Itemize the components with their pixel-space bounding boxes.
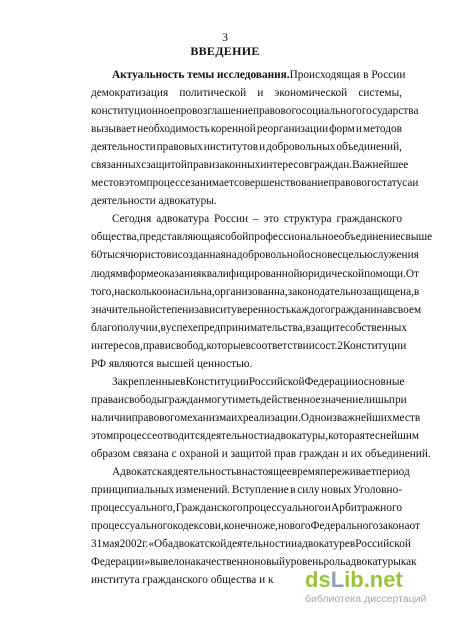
text-line: место в этом процессе занимает совершенствование правового статуса и (91, 177, 419, 190)
text-line: принципиальных изменений. Вступление в силу новых Уголовно- (91, 484, 402, 497)
text-line: того, насколько она сильна, организованна, законодательно защищена, в (91, 285, 420, 298)
text-line: 60 тысяч юристов и созданная на добровольной основе с целью служения (91, 249, 419, 262)
text-line: этом процессе отводится деятельности адвокатуры, которая теснейшим (91, 429, 420, 442)
text-line: вызывает необходимость коренной реорганизации форм и методов (91, 123, 402, 136)
text-line: общества, представляющая собой профессиональное объединение свыше (91, 231, 433, 244)
text-line: 31 мая 2002 г. «Об адвокатской деятельности и адвокатуре в Российской (91, 538, 411, 551)
text-line: института гражданского общества и к (91, 574, 274, 587)
text-line: РФ являются высшей ценностью. (91, 357, 253, 370)
text-line: конституционное провозглашение правового социального государства (91, 105, 419, 118)
lead-phrase: Актуальность темы исследования. (112, 69, 290, 81)
watermark-logo (305, 569, 445, 609)
section-heading: ВВЕДЕНИЕ (190, 44, 260, 58)
page-number: 3 (222, 30, 228, 44)
text-line: права и свободы граждан могут иметь действенное значение лишь при (91, 393, 407, 406)
text-line: процессуального кодексов и, конечно же, нового Федерального закона от (91, 520, 420, 533)
text-line: людям в форме оказания квалифицированной юридической помощи. От (91, 267, 420, 280)
text-line: интересов, прав и свобод, которые в соответствии со ст.2 Конституции (91, 339, 407, 352)
text-line-rest: Происходящая в России (289, 69, 406, 81)
watermark-brand: dsLib.net (305, 567, 403, 592)
text-line: демократизация политической и экономической системы, (91, 87, 402, 100)
text-line: Сегодня адвокатура России – это структура гражданского (112, 213, 402, 226)
text-line: образом связана с охраной и защитой прав граждан и их объединений. (91, 447, 431, 460)
watermark-tagline: библиотека диссертаций (305, 593, 427, 605)
text-line: деятельности правовых институтов и добровольных объединений, (91, 141, 402, 154)
text-line: связанных с защитой прав и законных интересов граждан. Важнейшее (91, 159, 409, 172)
text-line: Федерации» вывело на качественно новый уровень роль адвокатуры как (91, 556, 417, 569)
text-line: деятельности адвокатуры. (91, 195, 217, 208)
body-text (91, 66, 433, 589)
text-line: благополучии, в успехе предпринимательства, в защите собственных (91, 321, 408, 334)
text-line: Закрепленные в Конституции Российской Федерации основные (112, 375, 405, 388)
text-line (91, 66, 406, 84)
text-line: процессуального, Гражданского процессуального и Арбитражного (91, 502, 402, 515)
text-line: наличии правового механизма их реализации. Одно из важнейших мест в (91, 411, 421, 424)
text-line: значительной степени зависит уверенность каждого гражданина в своем (91, 303, 422, 316)
text-line: Адвокатская деятельность в настоящее время переживает период (112, 466, 410, 479)
